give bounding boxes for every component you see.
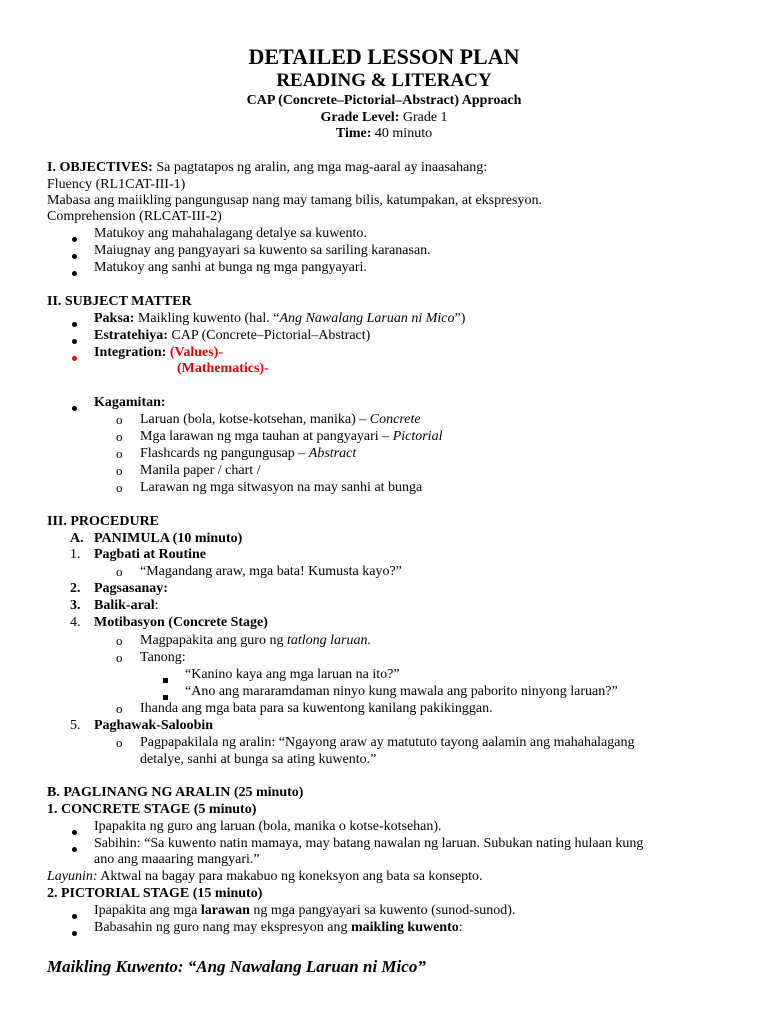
step-title: Paghawak-Saloobin [94, 718, 214, 733]
bullet-icon [72, 836, 77, 857]
estratehiya-line [94, 328, 370, 344]
panimula-title: PANIMULA (10 minuto) [94, 531, 243, 546]
subject-matter-heading: II. SUBJECT MATTER [47, 294, 192, 309]
comprehension-code: Comprehension (RLCAT-III-2) [47, 209, 222, 224]
circle-bullet-icon: o [116, 463, 123, 478]
step-title: Pagsasanay: [94, 581, 168, 596]
grade-value: Grade 1 [399, 110, 448, 125]
circle-bullet-icon: o [116, 650, 123, 665]
panimula-letter: A. [70, 531, 84, 546]
fluency-description: Mabasa ang maiikling pangungusap nang may tamang bilis, katumpakan, at ekspresyon. [47, 193, 542, 208]
material-item: Laruan (bola, kotse-kotsehan, manika) – Concrete [140, 412, 421, 427]
circle-bullet-icon: o [116, 701, 123, 716]
concrete-item-line-1: Sabihin: “Sa kuwento natin mamaya, may batang nawalan ng laruan. Subukan nating hulaan kung [94, 836, 644, 851]
question-label: Tanong: [140, 650, 186, 665]
step-number: 4. [70, 615, 81, 630]
bullet-icon-red [72, 345, 77, 366]
paksa-story-title: Ang Nawalang Laruan ni Mico [279, 311, 455, 326]
approach-line: CAP (Concrete–Pictorial–Abstract) Approach [246, 93, 522, 108]
paglinang-heading: B. PAGLINANG NG ARALIN (25 minuto) [47, 785, 304, 800]
step-title: Pagbati at Routine [94, 547, 206, 562]
paksa-text: Maikling kuwento (hal. “ [134, 311, 280, 326]
circle-bullet-icon: o [116, 564, 123, 579]
time-label: Time: [335, 126, 372, 141]
circle-bullet-icon: o [116, 429, 123, 444]
step-number: 1. [70, 547, 81, 562]
concrete-stage-heading: 1. CONCRETE STAGE (5 minuto) [47, 802, 257, 817]
step-number: 2. [70, 581, 81, 596]
objectives-heading: I. OBJECTIVES: [47, 160, 153, 175]
estratehiya-label: Estratehiya: [94, 328, 168, 343]
bullet-icon [72, 920, 77, 941]
paksa-line [94, 311, 465, 327]
concrete-item: Ipapakita ng guro ang laruan (bola, manika o kotse-kotsehan). [94, 819, 442, 834]
question-item: “Kanino kaya ang mga laruan na ito?” [185, 667, 400, 682]
question-item: “Ano ang mararamdaman ninyo kung mawala ang paborito ninyong laruan?” [185, 684, 618, 699]
step-number: 5. [70, 718, 81, 733]
integration-mathematics: (Mathematics)- [177, 361, 269, 376]
motivation-line: Magpapakita ang guro ng tatlong laruan. [140, 633, 371, 648]
greeting-line: “Magandang araw, mga bata! Kumusta kayo?” [140, 564, 402, 579]
step-title-line: Balik-aral: [94, 598, 159, 613]
pictorial-item: Babasahin ng guro nang may ekspresyon ang maikling kuwento: [94, 920, 463, 935]
circle-bullet-icon: o [116, 412, 123, 427]
integration-label: Integration: [94, 345, 167, 360]
material-item: Flashcards ng pangungusap – Abstract [140, 446, 357, 461]
step-title: Motibasyon (Concrete Stage) [94, 615, 268, 630]
intro-lesson-line-1: Pagpapakilala ng aralin: “Ngayong araw ay matututo tayong aalamin ang mahahalagang [140, 735, 635, 750]
time-value: 40 minuto [371, 126, 433, 141]
circle-bullet-icon: o [116, 735, 123, 750]
bullet-icon [72, 395, 77, 416]
material-item: Larawan ng mga sitwasyon na may sanhi at bunga [140, 480, 423, 495]
paksa-label: Paksa: [94, 311, 135, 326]
grade-level-line [0, 110, 768, 126]
objective-item: Matukoy ang mahahalagang detalye sa kuwento. [94, 226, 367, 241]
grade-label: Grade Level: [320, 110, 400, 125]
pictorial-stage-heading: 2. PICTORIAL STAGE (15 minuto) [47, 886, 263, 901]
circle-bullet-icon: o [116, 446, 123, 461]
concrete-item-line-2: ano ang maaaring mangyari.” [94, 852, 260, 867]
circle-bullet-icon: o [116, 633, 123, 648]
estratehiya-text: CAP (Concrete–Pictorial–Abstract) [167, 328, 371, 343]
objective-item: Maiugnay ang pangyayari sa kuwento sa sariling karanasan. [94, 243, 431, 258]
integration-values: (Values)- [166, 345, 223, 360]
prepare-line: Ihanda ang mga bata para sa kuwentong kanilang pakikinggan. [140, 701, 493, 716]
material-item: Mga larawan ng mga tauhan at pangyayari – Pictorial [140, 429, 443, 444]
time-line [0, 126, 768, 142]
procedure-heading: III. PROCEDURE [47, 514, 160, 529]
objective-item: Matukoy ang sanhi at bunga ng mga pangyayari. [94, 260, 367, 275]
kagamitan-label: Kagamitan: [94, 395, 166, 410]
circle-bullet-icon: o [116, 480, 123, 495]
objectives-intro: Sa pagtatapos ng aralin, ang mga mag-aaral ay inaasahang: [152, 160, 488, 175]
step-number: 3. [70, 598, 81, 613]
integration-line [94, 345, 223, 361]
intro-lesson-line-2: detalye, sanhi at bunga sa ating kuwento.” [140, 752, 377, 767]
fluency-code: Fluency (RL1CAT-III-1) [47, 177, 186, 192]
story-title: Maikling Kuwento: “Ang Nawalang Laruan ni Mico” [47, 957, 426, 976]
objectives-heading-line [47, 160, 487, 176]
material-item: Manila paper / chart / [140, 463, 261, 478]
pictorial-item: Ipapakita ang mga larawan ng mga pangyayari sa kuwento (sunod-sunod). [94, 903, 516, 918]
layunin-line: Layunin: Aktwal na bagay para makabuo ng koneksyon ang bata sa konsepto. [47, 869, 483, 884]
document-subtitle: READING & LITERACY [276, 70, 492, 91]
document-title: DETAILED LESSON PLAN [248, 44, 520, 69]
bullet-icon [72, 260, 77, 281]
paksa-end: ”) [454, 311, 466, 326]
